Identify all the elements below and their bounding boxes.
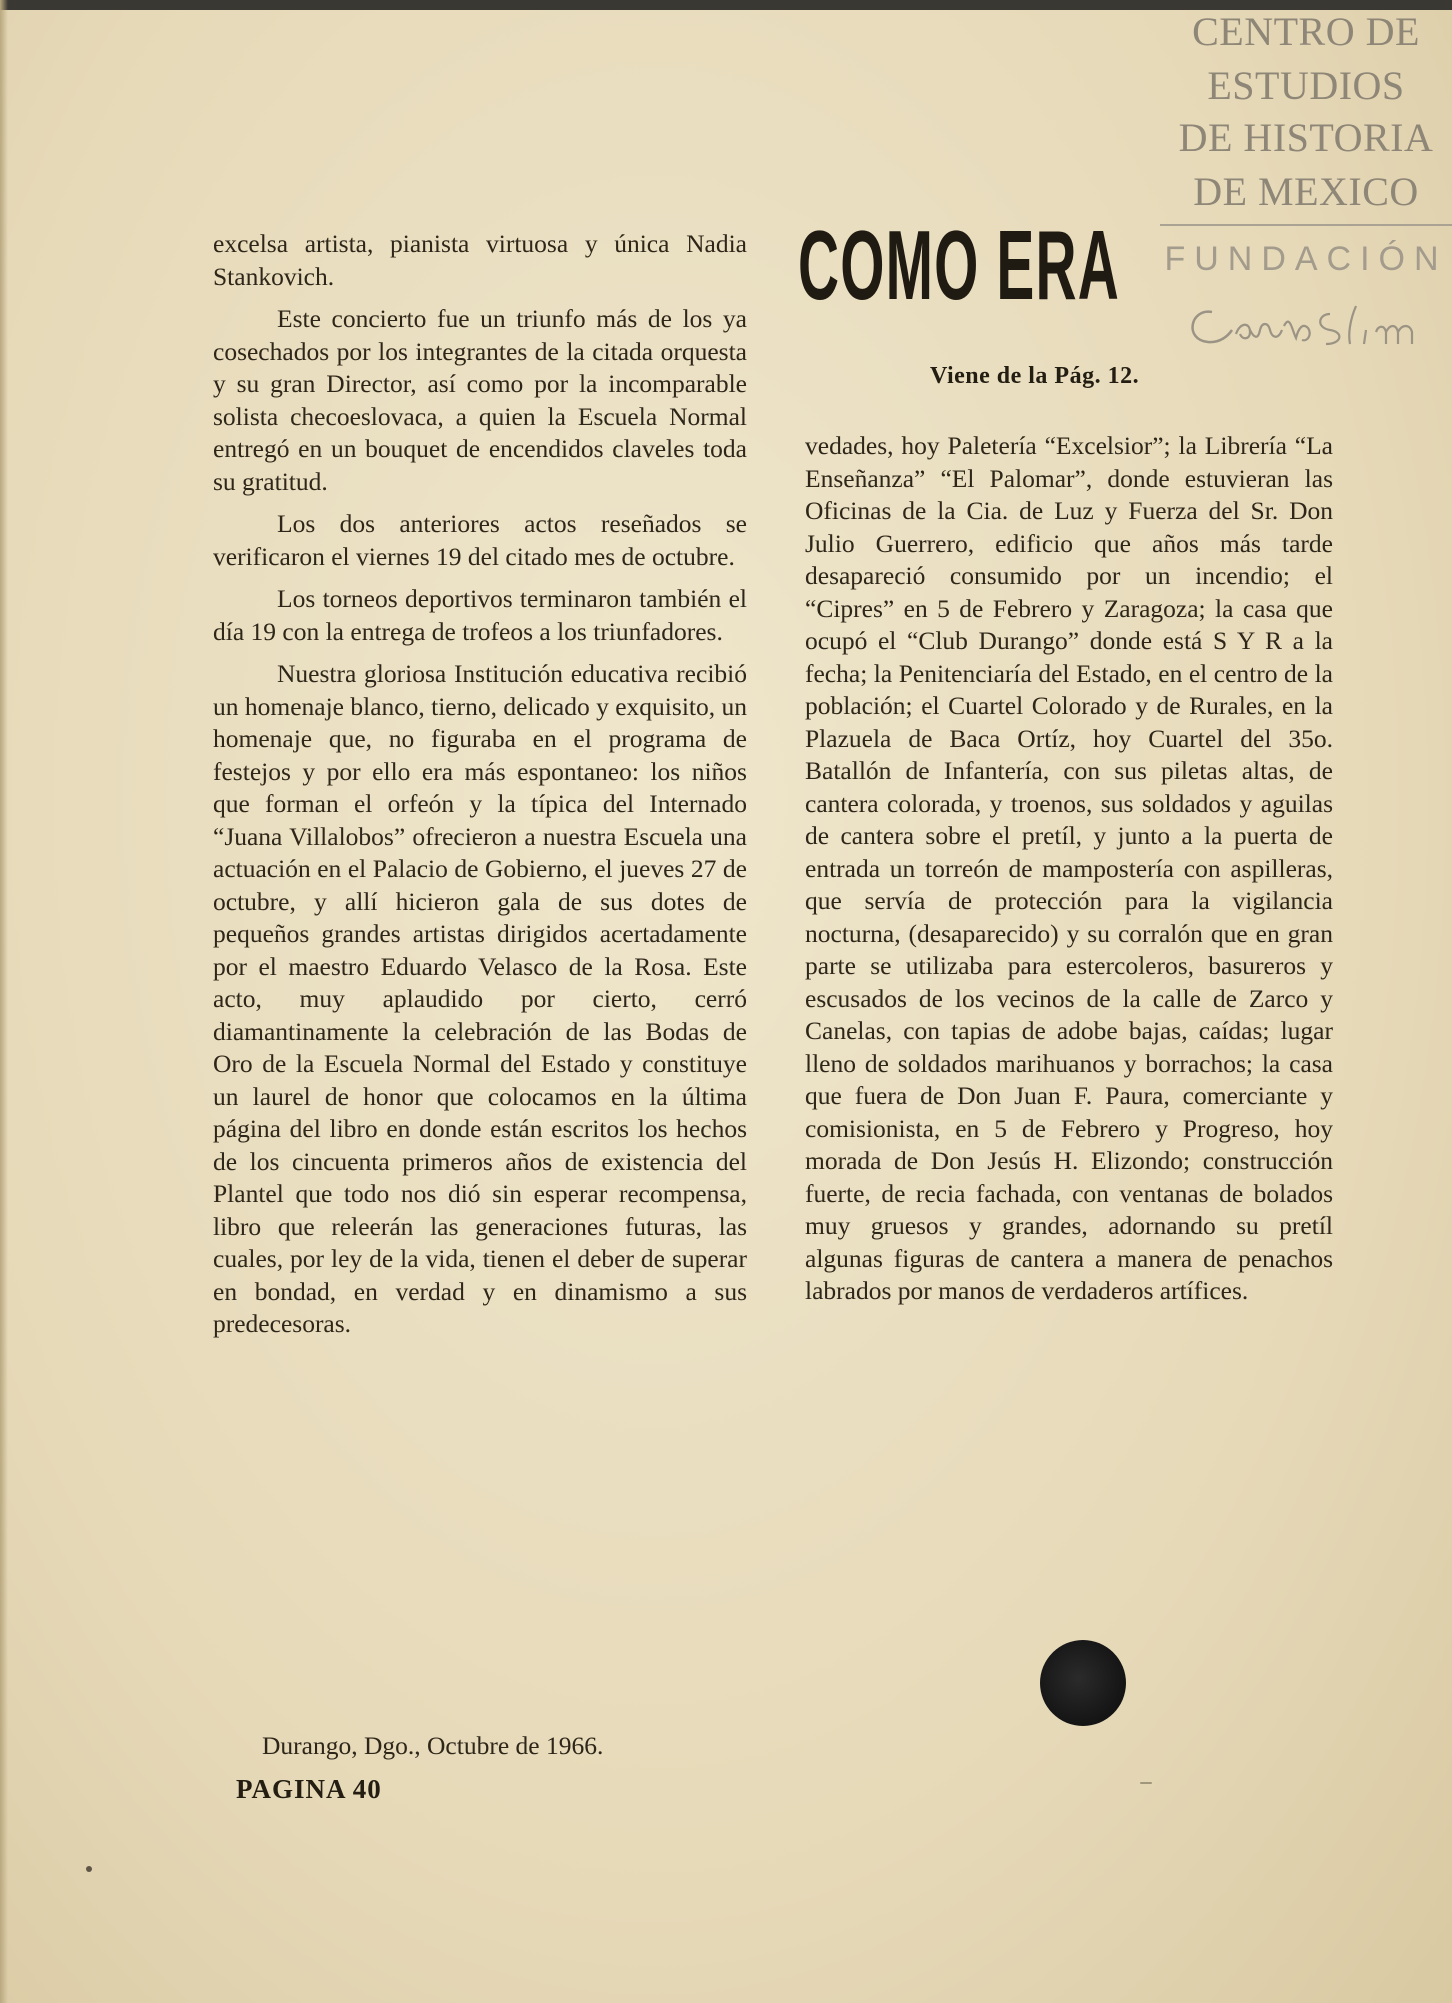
article-paragraph: excelsa artista, pianista virtuosa y única Nadia Stankovich. <box>213 229 747 291</box>
article-paragraph: Nuestra gloriosa Institución educativa recibió un homenaje blanco, tierno, delicado y exquisito, un homenaje que, no figuraba en el programa de festejos y por ello era más espontaneo: los niños que forman el orfeón y la típica del Internado “Juana Villalobos” ofrecieron a nuestra Escuela una actuación en el Palacio de Gobierno, el jueves 27 de octubre, y allí hicieron gala de sus dotes de pequeños grandes artistas dirigidos acertadamente por el maestro Eduardo Velasco de la Rosa. Este acto, muy aplaudido por cierto, cerró diamantinamente la celebración de las Bodas de Oro de la Escuela Normal del Estado y constituye un laurel de honor que colocamos en la última página del libro en donde están escritos los hechos de los cincuenta primeros años de existencia del Plantel que todo nos dió sin esperar recompensa, libro que releerán las generaciones futuras, las cuales, por ley de la vida, tienen el deber de superar en bondad, en verdad y en dinamismo a sus predecesoras. <box>213 659 747 1338</box>
continuation-note: Viene de la Pág. 12. <box>930 363 1140 389</box>
page-number: PAGINA 40 <box>236 1774 382 1804</box>
article-paragraph: Los dos anteriores actos reseñados se verificaron el viernes 19 del citado mes de octubre. <box>213 509 747 571</box>
end-of-article-dot-icon <box>1040 1640 1126 1726</box>
article-paragraph: vedades, hoy Paletería “Excelsior”; la Librería “La Enseñanza” “El Palomar”, donde estuvieran las Oficinas de la Cia. de Luz y Fuerza del Sr. Don Julio Guerrero, edificio que años más tarde desapareció consumido por un incendio; el “Cipres” en 5 de Febrero y Zaragoza; la casa que ocupó el “Club Durango” donde está S Y R a la fecha; la Penitenciaría del Estado, en el centro de la población; el Cuartel Colorado y de Rurales, en la Plazuela de Baca Ortíz, hoy Cuartel del 35o. Batallón de Infantería, con sus piletas altas, de cantera colorada, y troenos, sus soldados y aguilas de cantera sobre el pretíl, y junto a la puerta de entrada un torreón de mampostería con aspilleras, que servía de protección para la vigilancia nocturna, (desaparecido) y su corralón que en gran parte se utilizaba para estercoleros, basureros y escusados de los vecinos de la calle de Zarco y Canelas, con tapias de adobe bajas, caídas; lugar lleno de soldados marihuanos y borrachos; la casa que fuera de Don Juan F. Paura, comerciante y comisionista, en 5 de Febrero y Progreso, hoy morada de Don Jesús H. Elizondo; construcción fuerte, de recia fachada, con ventanas de bolados muy gruesos y grandes, adornando su pretíl algunas figuras de cantera a manera de penachos labrados por manos de verdaderos artífices. <box>805 431 1333 1305</box>
watermark-foundation: FUNDACIÓN <box>1164 240 1448 278</box>
watermark-line: DE HISTORIA <box>1178 115 1434 160</box>
watermark-line: CENTRO DE <box>1192 9 1420 54</box>
article-headline: COMO ERA <box>798 210 1120 320</box>
article-paragraph: Este concierto fue un triunfo más de los ya cosechados por los integrantes de la citada orquesta y su gran Director, así como por la incomparable solista checoeslovaca, a quien la Escuela Normal entregó en un bouquet de encendidos claveles toda su gratitud. <box>213 304 747 496</box>
scan-left-edge <box>0 0 8 2003</box>
scan-speck <box>1140 1782 1152 1784</box>
archive-watermark <box>1160 10 1452 335</box>
left-column-text <box>213 228 747 1351</box>
watermark-line: DE MEXICO <box>1193 169 1419 214</box>
signature-icon <box>1180 300 1450 350</box>
right-column-text <box>805 430 1333 1318</box>
watermark-line: ESTUDIOS <box>1207 63 1405 108</box>
article-paragraph: Los torneos deportivos terminaron también el día 19 con la entrega de trofeos a los triunfadores. <box>213 584 747 646</box>
watermark-divider <box>1160 224 1452 226</box>
scan-speck <box>86 1866 92 1872</box>
dateline: Durango, Dgo., Octubre de 1966. <box>262 1731 604 1760</box>
